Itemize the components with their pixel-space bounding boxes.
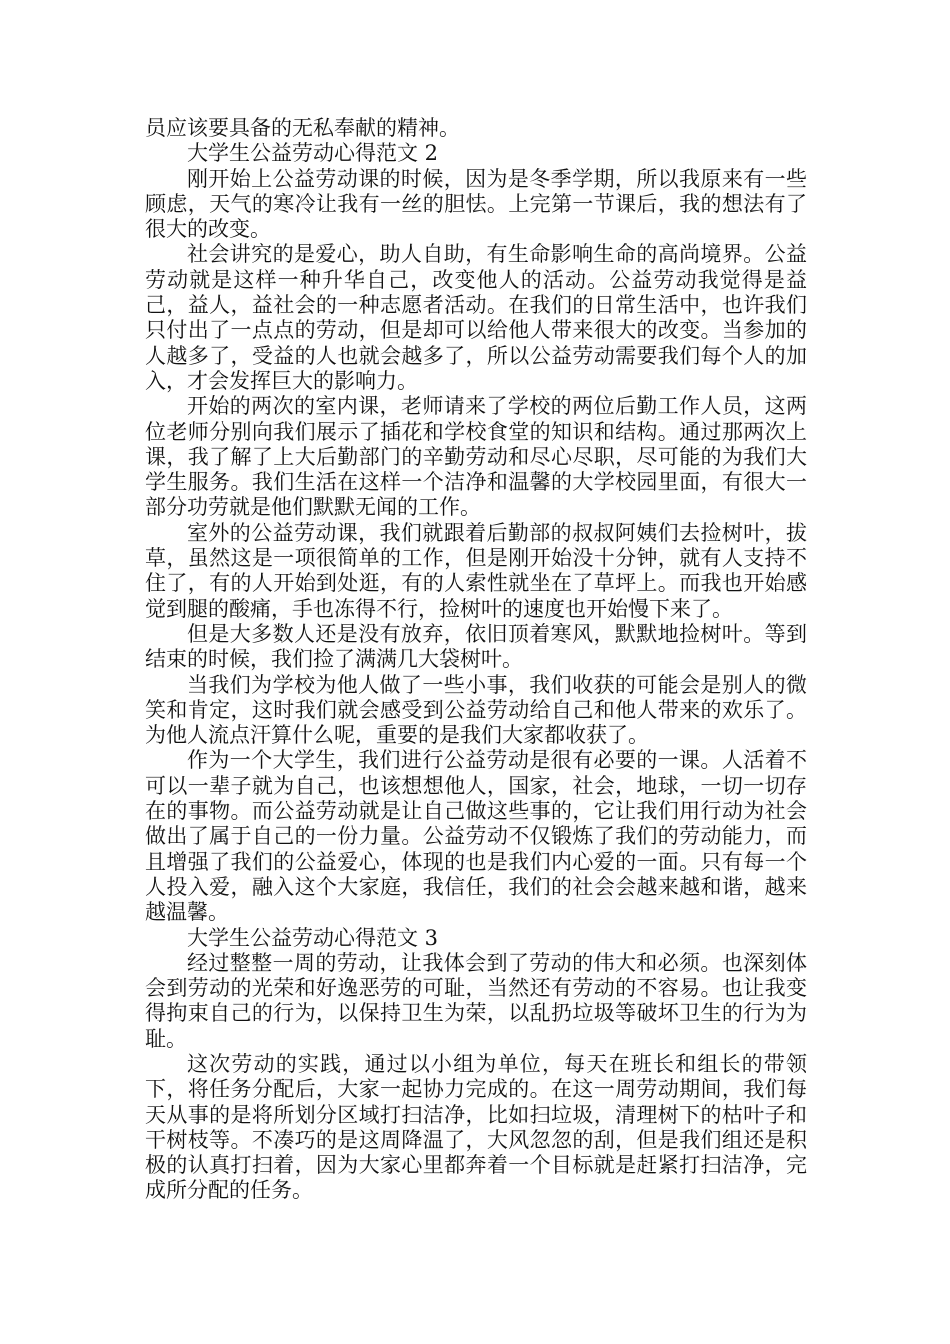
section-heading-3: 大学生公益劳动心得范文 3 — [187, 925, 439, 950]
paragraph: 这次劳动的实践，通过以小组为单位，每天在班长和组长的带领下，将任务分配后，大家一起协力完成的。在这一周劳动期间，我们每天从事的是将所划分区域打扫洁净，比如扫垃圾，清理树下的枯叶子和干树枝等。不凑巧的是这周降温了，大风忽忽的刮，但是我们组还是积极的认真打扫着，因为大家心里都奔着一个目标就是赶紧打扫洁净，完成所分配的任务。 — [145, 1051, 807, 1203]
paragraph-continuation: 员应该要具备的无私奉献的精神。 — [145, 116, 460, 140]
section-heading-2: 大学生公益劳动心得范文 2 — [187, 141, 439, 166]
paragraph: 经过整整一周的劳动，让我体会到了劳动的伟大和必须。也深刻体会到劳动的光荣和好逸恶劳的可耻，当然还有劳动的不容易。也让我变得拘束自己的行为，以保持卫生为荣，以乱扔垃圾等破坏卫生的行为为耻。 — [145, 950, 807, 1051]
paragraph: 社会讲究的是爱心，助人自助，有生命影响生命的高尚境界。公益劳动就是这样一种升华自己，改变他人的活动。公益劳动我觉得是益己，益人，益社会的一种志愿者活动。在我们的日常生活中，也许我们只付出了一点点的劳动，但是却可以给他人带来很大的改变。当参加的人越多了，受益的人也就会越多了，所以公益劳动需要我们每个人的加入，才会发挥巨大的影响力。 — [145, 242, 807, 393]
paragraph: 当我们为学校为他人做了一些小事，我们收获的可能会是别人的微笑和肯定，这时我们就会感受到公益劳动给自己和他人带来的欢乐了。为他人流点汗算什么呢，重要的是我们大家都收获了。 — [145, 672, 807, 748]
document-body — [145, 116, 807, 1204]
paragraph: 作为一个大学生，我们进行公益劳动是很有必要的一课。人活着不可以一辈子就为自己，也该想想他人，国家，社会，地球，一切一切存在的事物。而公益劳动就是让自己做这些事的，它让我们用行动为社会做出了属于自己的一份力量。公益劳动不仅锻炼了我们的劳动能力，而且增强了我们的公益爱心，体现的也是我们内心爱的一面。只有每一个人投入爱，融入这个大家庭，我信任，我们的社会会越来越和谐，越来越温馨。 — [145, 748, 807, 925]
paragraph: 开始的两次的室内课，老师请来了学校的两位后勤工作人员，这两位老师分别向我们展示了插花和学校食堂的知识和结构。通过那两次上课，我了解了上大后勤部门的辛勤劳动和尽心尽职，尽可能的为我们大学生服务。我们生活在这样一个洁净和温馨的大学校园里面，有很大一部分功劳就是他们默默无闻的工作。 — [145, 394, 807, 520]
paragraph: 但是大多数人还是没有放弃，依旧顶着寒风，默默地捡树叶。等到结束的时候，我们捡了满满几大袋树叶。 — [145, 621, 807, 672]
paragraph: 刚开始上公益劳动课的时候，因为是冬季学期，所以我原来有一些顾虑，天气的寒冷让我有一丝的胆怯。上完第一节课后，我的想法有了很大的改变。 — [145, 166, 807, 242]
paragraph: 室外的公益劳动课，我们就跟着后勤部的叔叔阿姨们去捡树叶，拔草，虽然这是一项很简单的工作，但是刚开始没十分钟，就有人支持不住了，有的人开始到处逛，有的人索性就坐在了草坪上。而我也开始感觉到腿的酸痛，手也冻得不行，捡树叶的速度也开始慢下来了。 — [145, 520, 807, 621]
